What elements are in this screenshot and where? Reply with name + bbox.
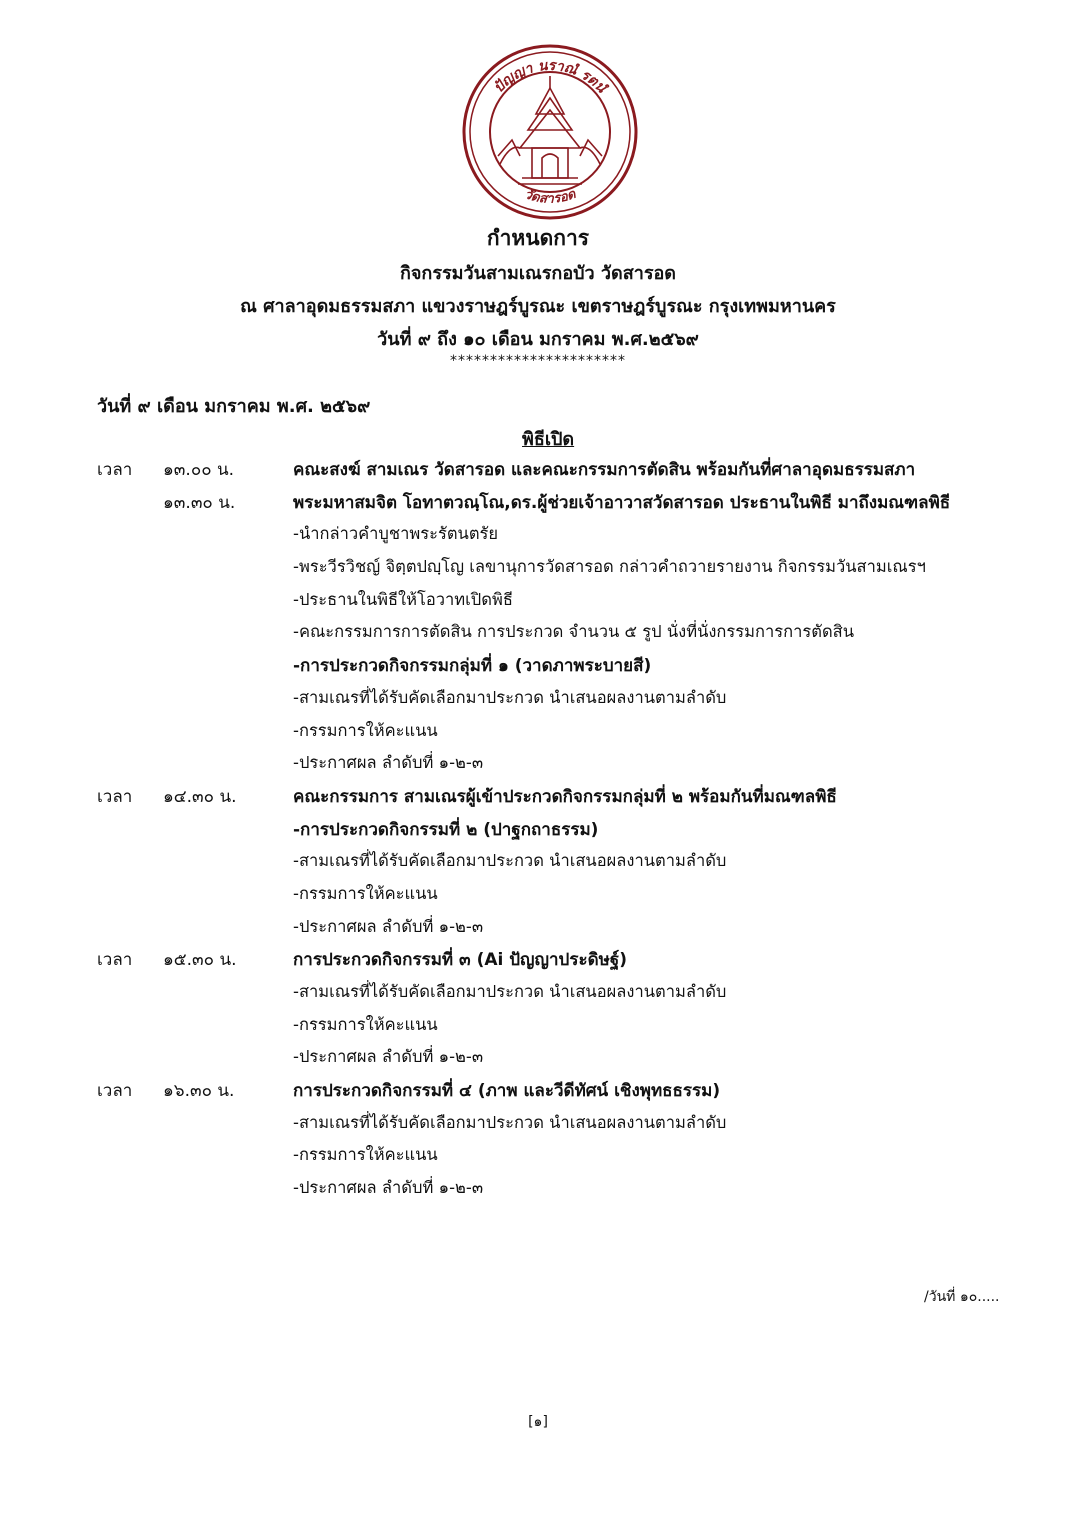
- seal-top-text: ปัญญา นราณํ รตนํ: [490, 57, 610, 97]
- schedule-row: [0, 1106, 1076, 1139]
- schedule-text: -กรรมการให้คะแนน: [293, 883, 438, 903]
- schedule-time: ๑๖.๓๐ น.: [163, 1081, 235, 1102]
- schedule-text: -สามเณรที่ได้รับคัดเลือกมาประกวด นำเสนอผลงานตามลำดับ: [293, 851, 727, 871]
- schedule-row: [0, 1040, 1076, 1073]
- schedule-list: [0, 452, 1076, 1204]
- schedule-time: ๑๓.๐๐ น.: [163, 460, 234, 480]
- schedule-text: -ประกาศผล ลำดับที่ ๑-๒-๓: [293, 1047, 484, 1067]
- schedule-row: [0, 550, 1076, 583]
- schedule-row: [0, 1138, 1076, 1171]
- schedule-text: -การประกวดกิจกรรมที่ ๒ (ปาฐกถาธรรม): [293, 819, 599, 840]
- schedule-text: -กรรมการให้คะแนน: [293, 1014, 438, 1034]
- schedule-text: -ประธานในพิธีให้โอวาทเปิดพิธี: [293, 589, 513, 609]
- schedule-text: -นำกล่าวคำบูชาพระรัตนตรัย: [293, 524, 499, 544]
- schedule-row: [0, 517, 1076, 550]
- schedule-text: -ประกาศผล ลำดับที่ ๑-๒-๓: [293, 916, 484, 936]
- schedule-row: [0, 648, 1076, 681]
- schedule-label: เวลา: [97, 1081, 133, 1102]
- schedule-row: [0, 1008, 1076, 1041]
- schedule-text: -สามเณรที่ได้รับคัดเลือกมาประกวด นำเสนอผลงานตามลำดับ: [293, 982, 727, 1001]
- schedule-text: การประกวดกิจกรรมที่ ๓ (Ai ปัญญาประดิษฐ์): [293, 950, 628, 971]
- schedule-text: -กรรมการให้คะแนน: [293, 1145, 438, 1165]
- schedule-text: -คณะกรรมการการตัดสิน การประกวด จำนวน ๕ รูป นั่งที่นั่งกรรมการการตัดสิน: [293, 622, 855, 642]
- schedule-text: คณะสงฆ์ สามเณร วัดสารอด และคณะกรรมการตัดสิน พร้อมกันที่ศาลาอุดมธรรมสภา: [293, 460, 916, 480]
- event-location: ณ ศาลาอุดมธรรมสภา แขวงราษฎร์บูรณะ เขตราษฎร์บูรณะ กรุงเทพมหานคร: [240, 296, 836, 317]
- schedule-row: [0, 910, 1076, 943]
- schedule-row: [0, 942, 1076, 975]
- continued-note: /วันที่ ๑๐.....: [924, 1289, 1000, 1305]
- schedule-text: คณะกรรมการ สามเณรผู้เข้าประกวดกิจกรรมกลุ่มที่ ๒ พร้อมกันที่มณฑลพิธี: [293, 786, 837, 807]
- schedule-text: -สามเณรที่ได้รับคัดเลือกมาประกวด นำเสนอผลงานตามลำดับ: [293, 687, 727, 707]
- schedule-row: [0, 877, 1076, 910]
- schedule-row: [0, 1073, 1076, 1106]
- section-heading: พิธีเปิด: [522, 429, 575, 450]
- schedule-text: -พระวีรวิชญ์ จิตฺตปญฺโญ เลขานุการวัดสารอด กล่าวคำถวายรายงาน กิจกรรมวันสามเณรฯ: [293, 557, 926, 577]
- document-title: กำหนดการ: [486, 226, 590, 250]
- temple-seal-logo: [462, 44, 638, 220]
- schedule-text: พระมหาสมจิต โอทาตวณฺโณ,ดร.ผู้ช่วยเจ้าอาวาสวัดสารอด ประธานในพิธี มาถึงมณฑลพิธี: [293, 492, 951, 513]
- schedule-row: [0, 615, 1076, 648]
- svg-text:วัดสารอด: [522, 186, 579, 207]
- schedule-text: -ประกาศผล ลำดับที่ ๑-๒-๓: [293, 1178, 484, 1198]
- schedule-time: ๑๓.๓๐ น.: [163, 492, 236, 513]
- event-dates: วันที่ ๙ ถึง ๑๐ เดือน มกราคม พ.ศ.๒๕๖๙: [377, 329, 699, 350]
- schedule-text: -กรรมการให้คะแนน: [293, 720, 438, 740]
- schedule-time: ๑๔.๓๐ น.: [163, 786, 237, 807]
- schedule-row: [0, 746, 1076, 779]
- schedule-label: เวลา: [97, 460, 133, 480]
- day-heading: วันที่ ๙ เดือน มกราคม พ.ศ. ๒๕๖๙: [97, 396, 371, 417]
- schedule-row: [0, 452, 1076, 485]
- seal-bottom-text: วัดสารอด: [522, 186, 578, 207]
- schedule-text: -การประกวดกิจกรรมกลุ่มที่ ๑ (วาดภาพระบายสี): [293, 656, 652, 677]
- schedule-label: เวลา: [97, 950, 133, 971]
- schedule-row: [0, 485, 1076, 518]
- schedule-text: -ประกาศผล ลำดับที่ ๑-๒-๓: [293, 753, 484, 773]
- page-number: [๑]: [528, 1414, 548, 1430]
- schedule-text: -สามเณรที่ได้รับคัดเลือกมาประกวด นำเสนอผลงานตามลำดับ: [293, 1112, 727, 1132]
- schedule-row: [0, 583, 1076, 616]
- schedule-row: [0, 681, 1076, 714]
- separator-stars: **********************: [450, 353, 626, 369]
- schedule-row: [0, 714, 1076, 747]
- event-name: กิจกรรมวันสามเณรกอบัว วัดสารอด: [399, 263, 676, 284]
- schedule-row: [0, 1171, 1076, 1204]
- schedule-time: ๑๕.๓๐ น.: [163, 950, 237, 971]
- schedule-row: [0, 812, 1076, 845]
- schedule-row: [0, 844, 1076, 877]
- schedule-row: [0, 779, 1076, 812]
- schedule-text: การประกวดกิจกรรมที่ ๔ (ภาพ และวีดีทัศน์ เชิงพุทธธรรม): [293, 1081, 721, 1102]
- schedule-row: [0, 975, 1076, 1008]
- schedule-label: เวลา: [97, 786, 133, 807]
